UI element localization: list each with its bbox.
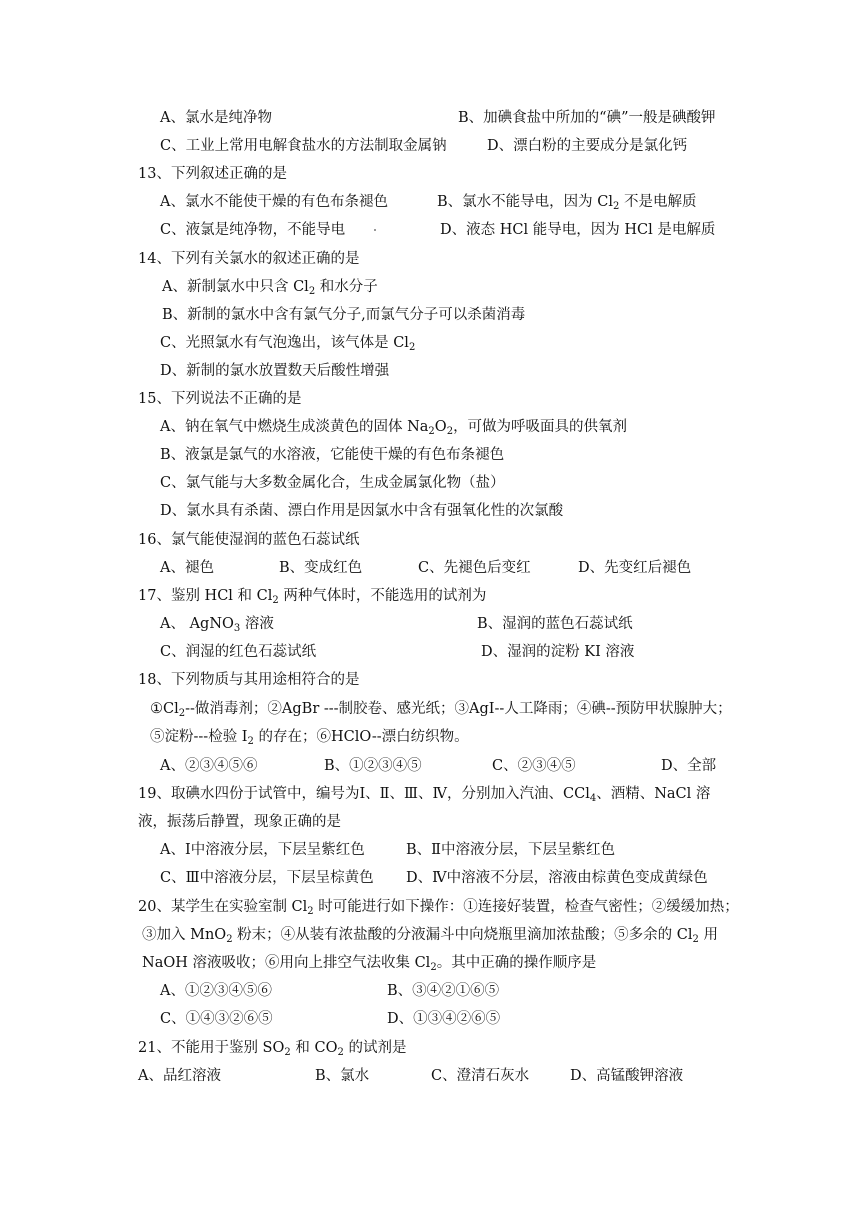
q14-option-c: C、光照氯水有气泡逸出，该气体是 $Cl_2$ (160, 335, 416, 353)
q20-option-c: C、①④③②⑥⑤ (160, 1011, 273, 1027)
q21-option-b: B、氯水 (315, 1068, 370, 1084)
q12-option-b: B、加碘食盐中所加的“碘”一般是碘酸钾 (458, 110, 716, 126)
q13-option-d: D、液态 HCl 能导电，因为 HCl 是电解质 (440, 222, 716, 238)
q16-option-b: B、变成红色 (279, 560, 363, 576)
q14-option-d: D、新制的氯水放置数天后酸性增强 (160, 363, 390, 379)
q16-option-c: C、先褪色后变红 (418, 560, 531, 576)
q15-option-b: B、液氯是氯气的水溶液，它能使干燥的有色布条褪色 (160, 447, 505, 463)
q16-option-a: A、褪色 (160, 560, 214, 576)
q13-option-c: C、液氯是纯净物，不能导电 (160, 222, 346, 238)
q17-option-b: B、湿润的蓝色石蕊试纸 (477, 616, 633, 632)
q19-option-d: D、Ⅳ中溶液不分层，溶液由棕黄色变成黄绿色 (406, 870, 708, 886)
q20-line-3: NaOH 溶液吸收；⑥用向上排空气法收集 $Cl_2$。其中正确的操作顺序是 (142, 955, 597, 973)
q20-option-a: A、①②③④⑤⑥ (160, 983, 272, 999)
q19-option-a: A、Ⅰ中溶液分层，下层呈紫红色 (160, 842, 365, 858)
q12-option-d: D、漂白粉的主要成分是氯化钙 (487, 138, 688, 154)
q21-option-c: C、澄清石灰水 (431, 1068, 530, 1084)
q15-option-a: A、钠在氧气中燃烧生成淡黄色的固体 $Na_2O_2$，可做为呼吸面具的供氧剂 (160, 419, 628, 437)
q21-option-d: D、高锰酸钾溶液 (570, 1068, 684, 1084)
q18-option-a: A、②③④⑤⑥ (160, 758, 258, 774)
q20-option-b: B、③④②①⑥⑤ (387, 983, 500, 999)
q13-stem: 13、下列叙述正确的是 (138, 166, 287, 182)
q19-line-1: 19、取碘水四份于试管中，编号为Ⅰ、Ⅱ、Ⅲ、Ⅳ，分别加入汽油、CCl$_4$、酒精、NaCl 溶 (138, 786, 711, 804)
q18-line-1: $①Cl_2--$做消毒剂；②AgBr ---制胶卷、感光纸；③AgI--人工降雨；④碘--预防甲状腺肿大； (150, 701, 732, 719)
q14-option-a: A、新制氯水中只含 $Cl_2$ 和水分子 (162, 279, 378, 297)
q13-option-b: B、氯水不能导电，因为 $Cl_2$ 不是电解质 (437, 194, 697, 212)
q18-option-b: B、①②③④⑤ (324, 758, 422, 774)
q14-option-b: B、新制的氯水中含有氯气分子,而氯气分子可以杀菌消毒 (162, 307, 526, 323)
q15-stem: 15、下列说法不正确的是 (138, 391, 302, 407)
stray-dot (374, 229, 376, 231)
q15-option-d: D、氯水具有杀菌、漂白作用是因氯水中含有强氧化性的次氯酸 (160, 503, 564, 519)
q20-option-d: D、①③④②⑥⑤ (387, 1011, 501, 1027)
q20-line-1: 20、某学生在实验室制 $Cl_2$ 时可能进行如下操作：①连接好装置，检查气密性；②缓缓加热； (138, 899, 739, 917)
q19-line-2: 液，振荡后静置，现象正确的是 (138, 814, 341, 830)
q18-option-d: D、全部 (661, 758, 717, 774)
q21-option-a: A、品红溶液 (138, 1068, 221, 1084)
q13-option-a: A、氯水不能使干燥的有色布条褪色 (160, 194, 388, 210)
q20-line-2: ③加入 MnO$_2$ 粉末；④从装有浓盐酸的分液漏斗中向烧瓶里滴加浓盐酸；⑤多余的 $Cl_2$ 用 (142, 927, 718, 945)
q17-option-a: A、 AgNO$_3$ 溶液 (160, 616, 274, 634)
q19-option-c: C、Ⅲ中溶液分层，下层呈棕黄色 (160, 870, 374, 886)
q17-option-c: C、润湿的红色石蕊试纸 (160, 644, 317, 660)
q14-stem: 14、下列有关氯水的叙述正确的是 (138, 251, 360, 267)
q15-option-c: C、氯气能与大多数金属化合，生成金属氯化物（盐） (160, 475, 505, 491)
q16-stem: 16、氯气能使湿润的蓝色石蕊试纸 (138, 532, 360, 548)
q18-option-c: C、②③④⑤ (492, 758, 576, 774)
q19-option-b: B、Ⅱ中溶液分层，下层呈紫红色 (406, 842, 616, 858)
q12-option-c: C、工业上常用电解食盐水的方法制取金属钠 (160, 138, 447, 154)
q18-stem: 18、下列物质与其用途相符合的是 (138, 672, 360, 688)
q16-option-d: D、先变红后褪色 (578, 560, 692, 576)
q12-option-a: A、氯水是纯净物 (160, 110, 272, 126)
q18-line-2: ⑤淀粉---检验 $I_2$ 的存在；⑥HClO--漂白纺织物。 (150, 729, 469, 747)
q17-stem: 17、鉴别 HCl 和 $Cl_2$ 两种气体时，不能选用的试剂为 (138, 588, 487, 606)
q21-stem: 21、不能用于鉴别 $SO_2$ 和 $CO_2$ 的试剂是 (138, 1040, 407, 1058)
q17-option-d: D、湿润的淀粉 KI 溶液 (481, 644, 635, 660)
